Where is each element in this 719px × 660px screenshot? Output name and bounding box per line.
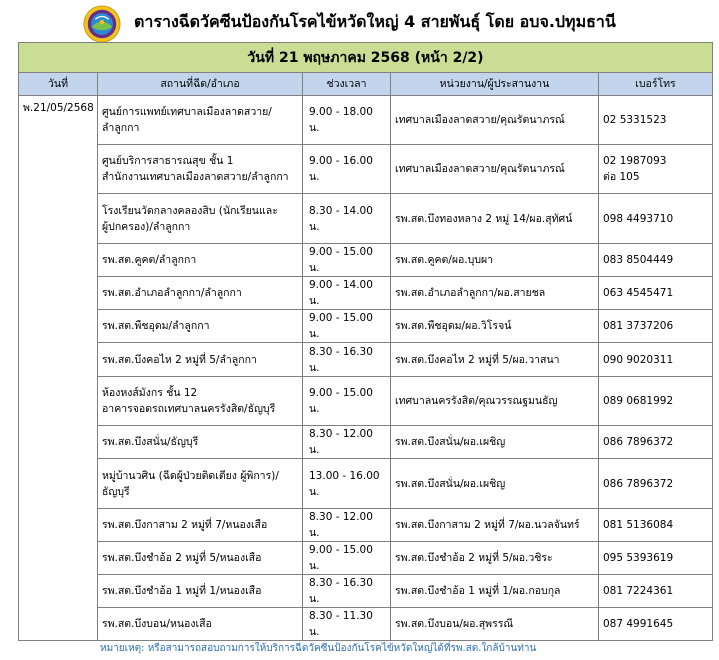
vaccination-schedule-table [18, 42, 713, 641]
location-cell [98, 426, 303, 459]
agency-cell-line: รพ.สต.บึงคอไห 2 หมู่ที่ 5/ผอ.วาสนา [395, 353, 560, 366]
agency-cell [391, 608, 599, 641]
phone-cell-line: ต่อ 105 [603, 171, 640, 183]
location-cell-line: สำนักงานเทศบาลเมืองลาดสวาย/ลำลูกกา [102, 171, 289, 183]
location-cell [98, 96, 303, 145]
location-cell-line: ศูนย์บริการสาธารณสุข ชั้น 1 [102, 155, 234, 167]
phone-cell-line: 087 4991645 [603, 618, 674, 630]
table-row [19, 459, 713, 509]
agency-cell-line: รพ.สต.บึงกาสาม 2 หมู่ที่ 7/ผอ.นวลจันทร์ [395, 519, 580, 531]
agency-cell [391, 426, 599, 459]
time-cell-line: 8.30 - 11.30 น. [309, 610, 373, 638]
table-row [19, 608, 713, 641]
time-cell-line: 8.30 - 14.00 น. [309, 204, 373, 233]
time-cell-line: 9.00 - 16.00 น. [309, 155, 373, 183]
phone-cell-line: 095 5393619 [603, 552, 674, 564]
table-row [19, 310, 713, 343]
phone-cell-line: 086 7896372 [603, 436, 674, 448]
time-cell-line: 8.30 - 12.00 น. [309, 511, 373, 539]
agency-cell [391, 194, 599, 244]
table-row [19, 343, 713, 377]
location-cell-line: รพ.สต.คูคต/ลำลูกกา [102, 254, 197, 266]
table-row [19, 277, 713, 310]
phone-cell-line: 081 7224361 [603, 585, 674, 597]
location-cell-line: ผู้ปกครอง)/ลำลูกกา [102, 220, 191, 233]
agency-cell-line: รพ.สต.พืชอุดม/ผอ.วิโรจน์ [395, 320, 512, 332]
phone-cell-line: 081 3737206 [603, 320, 674, 332]
agency-cell [391, 277, 599, 310]
phone-cell-line: 02 5331523 [603, 114, 667, 126]
table-row [19, 426, 713, 459]
column-header-phone: เบอร์โทร [599, 73, 713, 96]
agency-cell-line: รพ.สต.บึงสนั่น/ผอ.เผชิญ [395, 436, 506, 448]
agency-cell [391, 459, 599, 509]
phone-cell [599, 542, 713, 575]
location-cell-line: รพ.สต.บึงคอไห 2 หมู่ที่ 5/ลำลูกกา [102, 353, 257, 366]
agency-cell-line: รพ.สต.บึงชำอ้อ 1 หมู่ที่ 1/ผอ.กอบกุล [395, 585, 561, 597]
date-banner: วันที่ 21 พฤษภาคม 2568 (หน้า 2/2) [19, 43, 713, 73]
phone-cell-line: 086 7896372 [603, 477, 674, 490]
location-cell [98, 194, 303, 244]
table-row [19, 145, 713, 194]
location-cell [98, 145, 303, 194]
location-cell-line: รพ.สต.พืชอุดม/ลำลูกกา [102, 320, 210, 332]
location-cell-line: ศูนย์การแพทย์เทศบาลเมืองลาดสวาย/ [102, 106, 272, 118]
time-cell [303, 575, 391, 608]
table-row [19, 194, 713, 244]
phone-cell-line: 098 4493710 [603, 212, 674, 225]
location-cell [98, 244, 303, 277]
agency-cell-line: เทศบาลเมืองลาดสวาย/คุณรัตนาภรณ์ [395, 114, 565, 126]
table-row [19, 509, 713, 542]
location-cell [98, 575, 303, 608]
table-header-row [19, 73, 713, 96]
date-cell: พ.21/05/2568 [19, 96, 98, 641]
time-cell [303, 542, 391, 575]
phone-cell [599, 377, 713, 426]
location-cell [98, 343, 303, 377]
agency-cell [391, 96, 599, 145]
agency-cell [391, 145, 599, 194]
phone-cell-line: 083 8504449 [603, 254, 674, 266]
location-cell-line: อาคารจอดรถเทศบาลนครรังสิต/ธัญบุรี [102, 403, 276, 415]
agency-cell [391, 343, 599, 377]
column-header-date: วันที่ [19, 73, 98, 96]
agency-cell [391, 244, 599, 277]
time-cell-line: 8.30 - 16.30 น. [309, 577, 373, 605]
agency-cell-line: รพ.สต.คูคต/ผอ.บุบผา [395, 254, 494, 266]
time-cell-line: 9.00 - 18.00 น. [309, 106, 373, 134]
time-cell [303, 244, 391, 277]
location-cell-line: ลำลูกกา [102, 122, 140, 134]
location-cell-line: รพ.สต.บึงกาสาม 2 หมู่ที่ 7/หนองเสือ [102, 519, 268, 531]
agency-cell [391, 542, 599, 575]
time-cell [303, 145, 391, 194]
time-cell [303, 377, 391, 426]
time-cell [303, 96, 391, 145]
location-cell-line: รพ.สต.บึงชำอ้อ 2 หมู่ที่ 5/หนองเสือ [102, 552, 262, 564]
table-row [19, 542, 713, 575]
table-row [19, 575, 713, 608]
location-cell-line: โรงเรียนวัดกลางคลองสิบ (นักเรียนและ [102, 204, 278, 217]
column-header-agency: หน่วยงาน/ผู้ประสานงาน [391, 73, 599, 96]
agency-cell-line: เทศบาลนครรังสิต/คุณวรรณฐมนธัญ [395, 395, 558, 407]
time-cell-line: 8.30 - 16.30 น. [309, 345, 373, 374]
agency-cell-line: รพ.สต.บึงสนั่น/ผอ.เผชิญ [395, 477, 506, 490]
location-cell-line: รพ.สต.บึงบอน/หนองเสือ [102, 618, 212, 630]
time-cell [303, 194, 391, 244]
time-cell-line: 13.00 - 16.00 น. [309, 469, 380, 498]
agency-cell-line: รพ.สต.อำเภอลำลูกกา/ผอ.สายชล [395, 287, 546, 299]
location-cell-line: รพ.สต.อำเภอลำลูกกา/ลำลูกกา [102, 287, 242, 299]
phone-cell-line: 081 5136084 [603, 519, 674, 531]
page-title: ตารางฉีดวัคซีนป้องกันโรคไข้หวัดใหญ่ 4 สายพันธุ์ โดย อบจ.ปทุมธานี [134, 12, 616, 31]
agency-cell-line: รพ.สต.บึงชำอ้อ 2 หมู่ที่ 5/ผอ.วชิระ [395, 552, 553, 564]
time-cell [303, 343, 391, 377]
phone-cell [599, 608, 713, 641]
phone-cell [599, 459, 713, 509]
phone-cell-line: 090 9020311 [603, 353, 674, 366]
location-cell [98, 542, 303, 575]
agency-cell [391, 377, 599, 426]
phone-cell [599, 277, 713, 310]
location-cell-line: รพ.สต.บึงชำอ้อ 1 หมู่ที่ 1/หนองเสือ [102, 585, 262, 597]
footnote: หมายเหตุ: หรือสามารถสอบถามการให้บริการฉีดวัคซีนป้องกันโรคไข้หวัดใหญ่ได้ที่รพ.สต.ใกล้บ้านท่าน [100, 643, 537, 654]
phone-cell [599, 509, 713, 542]
page-header [0, 0, 719, 42]
time-cell [303, 608, 391, 641]
column-header-location: สถานที่ฉีด/อำเภอ [98, 73, 303, 96]
location-cell [98, 377, 303, 426]
location-cell [98, 509, 303, 542]
phone-cell [599, 310, 713, 343]
time-cell-line: 9.00 - 15.00 น. [309, 312, 373, 340]
column-header-time: ช่วงเวลา [303, 73, 391, 96]
location-cell [98, 277, 303, 310]
location-cell-line: ห้องหงส์มังกร ชั้น 12 [102, 387, 198, 399]
phone-cell-line: 089 0681992 [603, 395, 674, 407]
time-cell [303, 277, 391, 310]
table-row [19, 244, 713, 277]
agency-cell [391, 575, 599, 608]
time-cell-line: 9.00 - 15.00 น. [309, 387, 373, 415]
time-cell-line: 9.00 - 15.00 น. [309, 544, 373, 572]
time-cell [303, 509, 391, 542]
location-cell [98, 459, 303, 509]
phone-cell [599, 343, 713, 377]
agency-cell-line: รพ.สต.บึงทองหลาง 2 หมู่ 14/ผอ.สุทัศน์ [395, 212, 573, 225]
agency-cell-line: รพ.สต.บึงบอน/ผอ.สุพรรณี [395, 618, 514, 630]
location-cell-line: รพ.สต.บึงสนั่น/ธัญบุรี [102, 436, 199, 448]
phone-cell-line: 02 1987093 [603, 155, 667, 167]
time-cell [303, 459, 391, 509]
phone-cell [599, 575, 713, 608]
agency-cell [391, 509, 599, 542]
phone-cell [599, 145, 713, 194]
location-cell [98, 608, 303, 641]
location-cell-line: ธัญบุรี [102, 485, 130, 498]
phone-cell [599, 426, 713, 459]
time-cell [303, 426, 391, 459]
agency-cell-line: เทศบาลเมืองลาดสวาย/คุณรัตนาภรณ์ [395, 163, 565, 175]
time-cell-line: 8.30 - 12.00 น. [309, 428, 373, 456]
phone-cell [599, 96, 713, 145]
time-cell [303, 310, 391, 343]
phone-cell [599, 244, 713, 277]
location-cell-line: หมู่บ้านวศิน (ฉีดผู้ป่วยติดเตียง ผู้พิการ)/ [102, 469, 279, 482]
phone-cell [599, 194, 713, 244]
location-cell [98, 310, 303, 343]
table-row [19, 96, 713, 145]
provincial-seal-icon [83, 5, 121, 43]
agency-cell [391, 310, 599, 343]
time-cell-line: 9.00 - 14.00 น. [309, 279, 373, 307]
time-cell-line: 9.00 - 15.00 น. [309, 246, 373, 274]
phone-cell-line: 063 4545471 [603, 287, 674, 299]
table-row [19, 377, 713, 426]
